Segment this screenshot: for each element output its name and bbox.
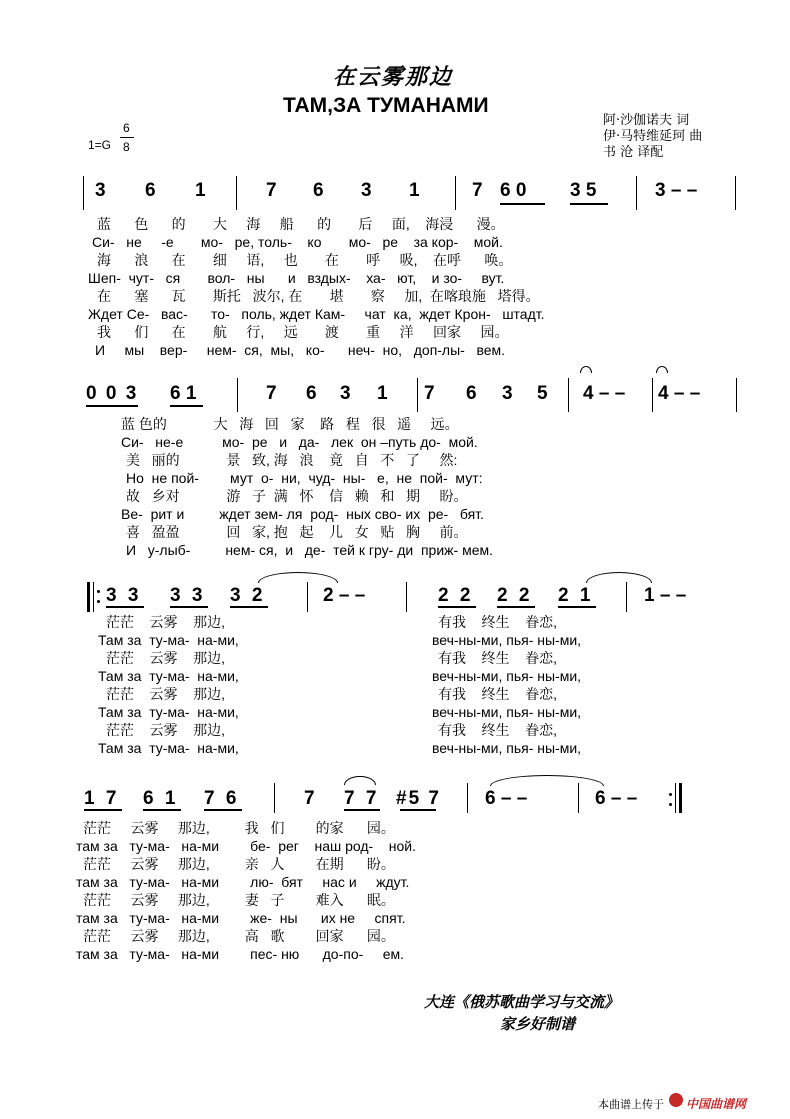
note: 6 xyxy=(306,383,317,404)
lyric-line: 茫茫 云雾 那边, xyxy=(106,686,226,702)
note: 0 0 3 xyxy=(86,383,139,404)
lyric-line: веч-ны-ми, пья- ны-ми, xyxy=(432,668,582,684)
note: 3 xyxy=(361,180,372,201)
lyric-line: Ждет Се- вас- то- поль, ждет Кам- чат ка, ждет Крон- штадт. xyxy=(88,306,545,322)
note: 2 – – xyxy=(323,585,366,606)
note: 3 5 xyxy=(570,180,597,201)
credits xyxy=(603,113,702,161)
note: 6 – – xyxy=(595,788,638,809)
lyric-line: веч-ны-ми, пья- ны-ми, xyxy=(432,704,582,720)
note: 4 – – xyxy=(658,383,701,404)
key-signature: 1=G xyxy=(88,138,112,152)
note: 6 xyxy=(145,180,156,201)
note: 1 7 xyxy=(84,788,120,809)
lyric-line: там за ту-ма- на-ми пес- ню до-по- ем. xyxy=(76,946,405,962)
note: 3 – – xyxy=(655,180,698,201)
note: 5 xyxy=(537,383,548,404)
note: 6 1 xyxy=(170,383,197,404)
lyric-line: Там за ту-ма- на-ми, xyxy=(98,668,239,684)
note: 1 xyxy=(195,180,206,201)
lyric-line: Там за ту-ма- на-ми, xyxy=(98,704,239,720)
lyric-line: Там за ту-ма- на-ми, xyxy=(98,632,239,648)
note: 3 xyxy=(340,383,351,404)
note: 2 2 xyxy=(438,585,474,606)
lyric-line: Шеп- чут- ся вол- ны и вздых- ха- ют, и зо- вут. xyxy=(88,270,505,286)
lyric-line: Ве- рит и ждет зем- ля род- ных сво- их ре- бят. xyxy=(121,506,484,522)
note: 7 xyxy=(424,383,435,404)
note: 6 xyxy=(313,180,324,201)
lyric-line: 茫茫 云雾 那边, 亲 人 在期 盼。 xyxy=(83,856,395,872)
upload-note: 本曲谱上传于 xyxy=(598,1098,664,1111)
lyric-line: 蓝 色 的 大 海 船 的 后 面, 海浸 漫。 xyxy=(97,216,505,232)
lyric-line: 在 塞 瓦 斯托 波尔, 在 堪 察 加, 在喀琅施 塔得。 xyxy=(97,288,540,304)
lyric-line: 我 们 在 航 行, 远 渡 重 洋 回家 园。 xyxy=(97,324,509,340)
lyricist-credit: 阿·沙伽诺夫 词 xyxy=(603,113,690,128)
lyric-line: 茫茫 云雾 那边, xyxy=(106,722,226,738)
lyric-line: 有我 终生 眷恋, xyxy=(438,650,558,666)
lyric-line: 海 浪 在 细 语, 也 在 呼 吸, 在呼 唤。 xyxy=(97,252,513,268)
note: 7 xyxy=(472,180,483,201)
lyric-line: 蓝 色的 大 海 回 家 路 程 很 遥 远。 xyxy=(121,416,459,432)
lyric-line: 茫茫 云雾 那边, xyxy=(106,650,226,666)
lyric-line: И у-лыб- нем- ся, и де- тей к гру- ди приж- мем. xyxy=(126,542,493,558)
time-denominator: 8 xyxy=(123,140,130,154)
lyric-line: там за ту-ма- на-ми лю- бят нас и ждут. xyxy=(76,874,410,890)
lyric-line: 有我 终生 眷恋, xyxy=(438,722,558,738)
lyric-line: там за ту-ма- на-ми бе- рег наш род- ной. xyxy=(76,838,416,854)
note: 7 xyxy=(266,180,277,201)
note: 4 – – xyxy=(583,383,626,404)
site-name: 中国曲谱网 xyxy=(686,1097,747,1111)
time-numerator: 6 xyxy=(123,121,130,135)
note: 3 2 xyxy=(230,585,266,606)
note: 7 6 xyxy=(204,788,240,809)
lyric-line: Там за ту-ма- на-ми, xyxy=(98,740,239,756)
translator-credit: 书 沧 译配 xyxy=(603,145,664,160)
note: 7 xyxy=(304,788,315,809)
lyric-line: 喜 盈盈 回 家, 抱 起 儿 女 贴 胸 前。 xyxy=(126,524,468,540)
note: 6 1 xyxy=(143,788,179,809)
lyric-line: Но не пой- мут о- ни, чуд- ны- е, не пой- мут: xyxy=(126,470,483,486)
title-chinese: 在云雾那边 xyxy=(333,64,454,90)
lyric-line: 茫茫 云雾 那边, xyxy=(106,614,226,630)
note: 1 xyxy=(377,383,388,404)
lyric-line: 茫茫 云雾 那边, 我 们 的家 园。 xyxy=(83,820,395,836)
footer-engraver: 家乡好制谱 xyxy=(500,1015,576,1033)
note: 1 xyxy=(409,180,420,201)
note: 3 3 xyxy=(106,585,142,606)
lyric-line: 有我 终生 眷恋, xyxy=(438,686,558,702)
lyric-line: там за ту-ма- на-ми же- ны их не спят. xyxy=(76,910,406,926)
composer-credit: 伊·马特维延珂 曲 xyxy=(603,129,703,144)
note: #5 7 xyxy=(396,788,441,809)
note: 6 – – xyxy=(485,788,528,809)
note: 2 2 xyxy=(497,585,533,606)
site-logo-icon xyxy=(669,1093,683,1107)
footer-source: 大连《俄苏歌曲学习与交流》 xyxy=(424,993,620,1011)
time-divider xyxy=(120,137,134,138)
lyric-line: 有我 终生 眷恋, xyxy=(438,614,558,630)
note: 6 xyxy=(466,383,477,404)
lyric-line: 茫茫 云雾 那边, 妻 子 难入 眠。 xyxy=(83,892,395,908)
note: 7 xyxy=(266,383,277,404)
lyric-line: веч-ны-ми, пья- ны-ми, xyxy=(432,740,582,756)
lyric-line: 故 乡对 游 子 满 怀 信 赖 和 期 盼。 xyxy=(126,488,468,504)
lyric-line: веч-ны-ми, пья- ны-ми, xyxy=(432,632,582,648)
note: 2 1 xyxy=(558,585,594,606)
note: 3 xyxy=(95,180,106,201)
lyric-line: Си- не -е мо- ре, толь- ко мо- ре за кор- мой. xyxy=(92,234,503,250)
lyric-line: И мы вер- нем- ся, мы, ко- неч- но, доп-лы- вем. xyxy=(95,342,506,358)
note: 6 0 xyxy=(500,180,527,201)
lyric-line: 茫茫 云雾 那边, 高 歌 回家 园。 xyxy=(83,928,395,944)
lyric-line: Си- не-е мо- ре и да- лек он –путь до- мой. xyxy=(121,434,478,450)
title-russian: ТАМ,ЗА ТУМАНАМИ xyxy=(283,94,489,117)
note: 3 3 xyxy=(170,585,206,606)
note: 1 – – xyxy=(644,585,687,606)
lyric-line: 美 丽的 景 致, 海 浪 竟 自 不 了 然: xyxy=(126,452,458,468)
note: 7 7 xyxy=(344,788,380,809)
note: 3 xyxy=(502,383,513,404)
